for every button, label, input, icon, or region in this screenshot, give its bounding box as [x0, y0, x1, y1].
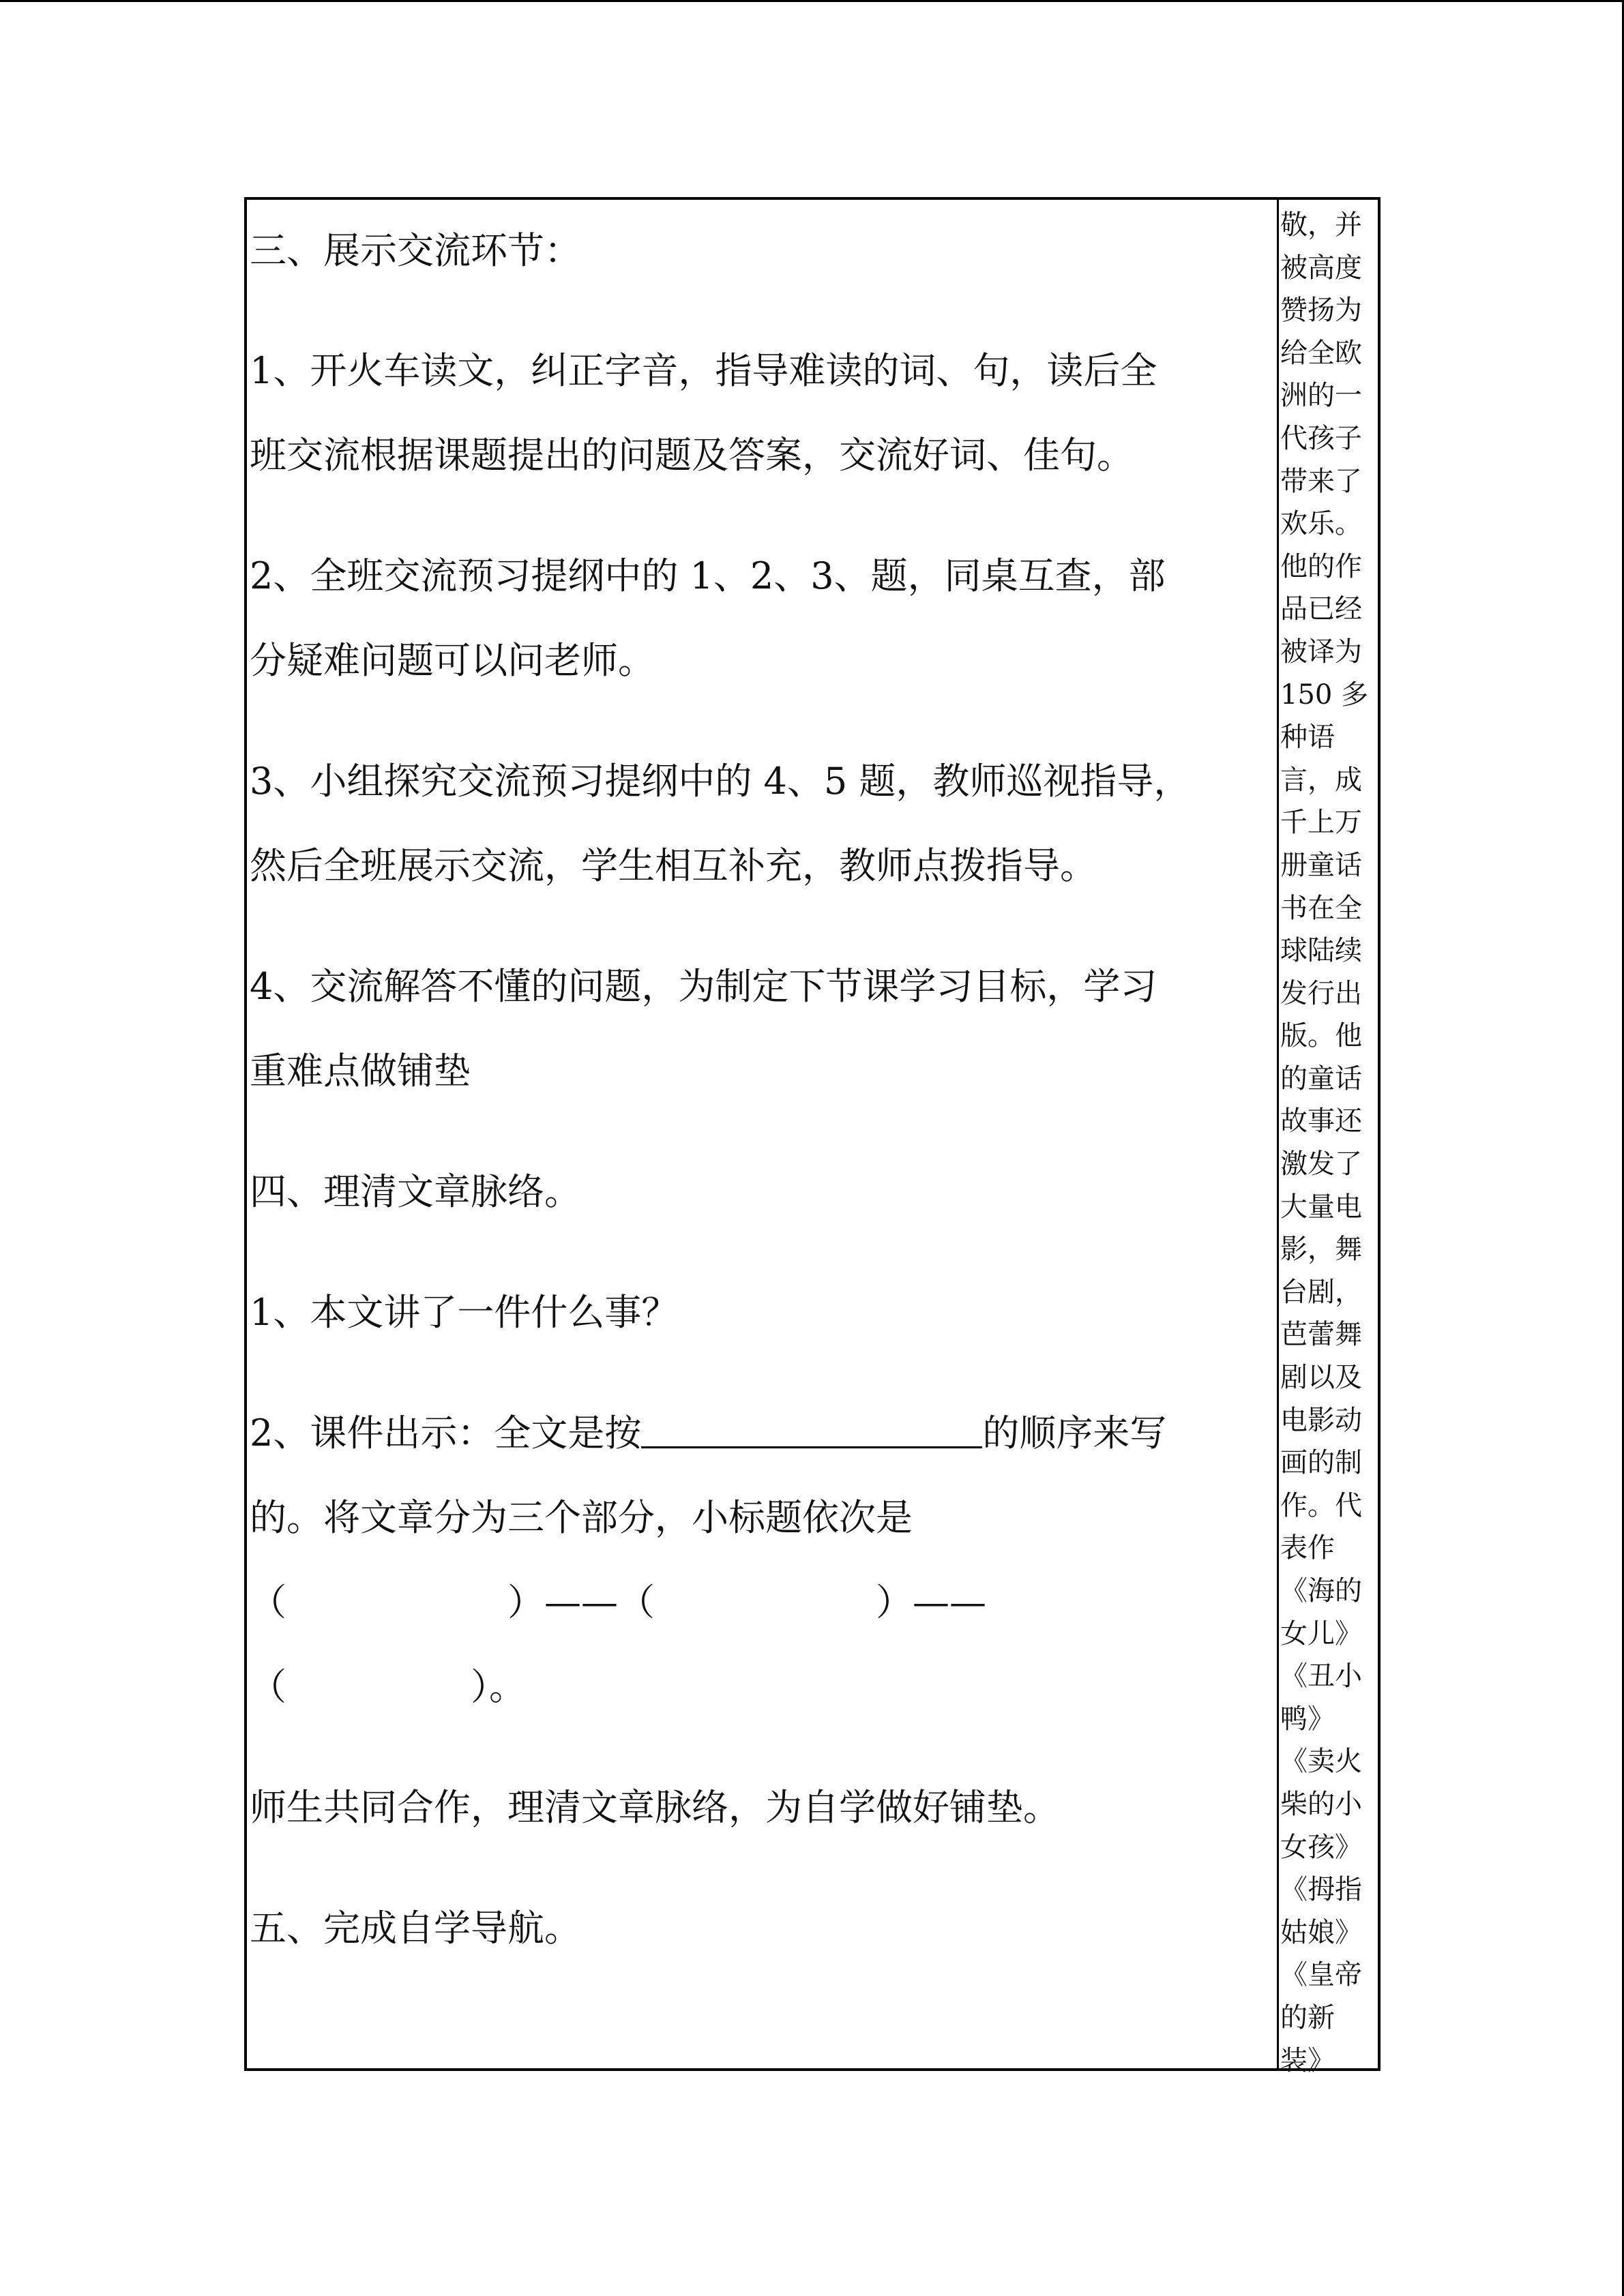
side-note-line: 敬，并 — [1280, 209, 1362, 241]
side-note-line: 品已经 — [1280, 593, 1362, 625]
subtitle-blanks-line-2: （ ）。 — [250, 1665, 526, 1708]
side-note-line: 赞扬为 — [1280, 295, 1362, 327]
side-note-line: 鸭》 — [1280, 1703, 1335, 1735]
side-note-line: 被高度 — [1280, 252, 1362, 284]
side-note-line: 被译为 — [1280, 636, 1362, 668]
question-1: 1、本文讲了一件什么事？ — [250, 1291, 679, 1334]
side-note-line: 球陆续 — [1280, 935, 1362, 967]
step-4-line-2: 重难点做铺垫 — [250, 1049, 471, 1092]
step-2-line-2: 分疑难问题可以问老师。 — [250, 639, 655, 682]
side-note-line: 姑娘》 — [1280, 1916, 1362, 1948]
side-note-line: 发行出 — [1280, 977, 1362, 1009]
side-note-line: 《卖火 — [1280, 1746, 1362, 1778]
side-note-line: 剧以及 — [1280, 1362, 1362, 1394]
order-blank[interactable] — [641, 1414, 982, 1448]
main-content-cell — [250, 213, 1266, 1950]
side-note-line: 书在全 — [1280, 892, 1362, 924]
lesson-table — [244, 197, 1381, 2076]
side-note-line: 欢乐。 — [1280, 508, 1362, 540]
side-note-line: 洲的一 — [1280, 380, 1362, 412]
side-note-line: 作。代 — [1280, 1489, 1362, 1521]
question-2-suffix: 的顺序来写 — [982, 1412, 1167, 1455]
side-note-line: 言，成 — [1280, 764, 1362, 796]
side-note-line: 表作 — [1280, 1532, 1335, 1564]
side-note-line: 画的制 — [1280, 1447, 1362, 1479]
side-note-line: 台剧， — [1280, 1276, 1362, 1308]
side-note-line: 版。他 — [1280, 1020, 1362, 1052]
column-divider — [1277, 200, 1279, 2068]
side-note-line: 给全欧 — [1280, 337, 1362, 369]
section-4-heading: 四、理清文章脉络。 — [250, 1170, 581, 1213]
side-note-line: 的新 — [1280, 2001, 1335, 2033]
side-note-line: 芭蕾舞 — [1280, 1319, 1362, 1351]
step-1-line-2: 班交流根据课题提出的问题及答案，交流好词、佳句。 — [250, 434, 1134, 477]
side-note-line: 他的作 — [1280, 550, 1362, 582]
side-note-line: 种语 — [1280, 721, 1335, 754]
side-note-line: 装》 — [1280, 2044, 1335, 2076]
side-note-cell — [1280, 204, 1376, 2082]
page-top-border — [0, 0, 1624, 2]
subtitle-blanks-line-1: （ ）——（ ）—— — [250, 1581, 986, 1624]
side-note-line: 的童话 — [1280, 1062, 1362, 1094]
side-note-line: 大量电 — [1280, 1191, 1362, 1223]
side-note-line: 150 多 — [1280, 679, 1369, 711]
side-note-line: 女儿》 — [1280, 1617, 1362, 1650]
step-1-line-1: 1、开火车读文，纠正字音，指导难读的词、句，读后全 — [250, 349, 1157, 392]
side-note-line: 册童话 — [1280, 849, 1362, 881]
question-2-prefix: 2、课件出示：全文是按 — [250, 1412, 642, 1455]
question-2-line-2: 的。将文章分为三个部分，小标题依次是 — [250, 1496, 913, 1539]
question-2-line-1 — [250, 1412, 1266, 1455]
section-5-heading: 五、完成自学导航。 — [250, 1907, 581, 1950]
side-note-line: 女孩》 — [1280, 1831, 1362, 1863]
side-note-line: 《丑小 — [1280, 1660, 1362, 1693]
side-note-line: 电影动 — [1280, 1404, 1362, 1436]
side-note-line: 代孩子 — [1280, 422, 1362, 454]
section-3-heading: 三、展示交流环节： — [250, 229, 581, 272]
step-2-line-1: 2、全班交流预习提纲中的 1、2、3、题，同桌互查，部 — [250, 554, 1166, 597]
side-note-line: 《皇帝 — [1280, 1959, 1362, 1991]
side-note-line: 故事还 — [1280, 1105, 1362, 1137]
step-3-line-2: 然后全班展示交流，学生相互补充，教师点拨指导。 — [250, 844, 1097, 887]
side-note-line: 《海的 — [1280, 1575, 1362, 1607]
side-note-line: 影，舞 — [1280, 1234, 1362, 1266]
teacher-student-note: 师生共同合作，理清文章脉络，为自学做好铺垫。 — [250, 1786, 1060, 1829]
side-note-line: 柴的小 — [1280, 1788, 1362, 1820]
side-note-line: 带来了 — [1280, 465, 1362, 497]
step-4-line-1: 4、交流解答不懂的问题，为制定下节课学习目标，学习 — [250, 965, 1157, 1008]
side-note-line: 《拇指 — [1280, 1874, 1362, 1906]
step-3-line-1: 3、小组探究交流预习提纲中的 4、5 题，教师巡视指导， — [250, 760, 1191, 803]
side-note-line: 激发了 — [1280, 1148, 1362, 1180]
side-note-line: 千上万 — [1280, 807, 1362, 839]
